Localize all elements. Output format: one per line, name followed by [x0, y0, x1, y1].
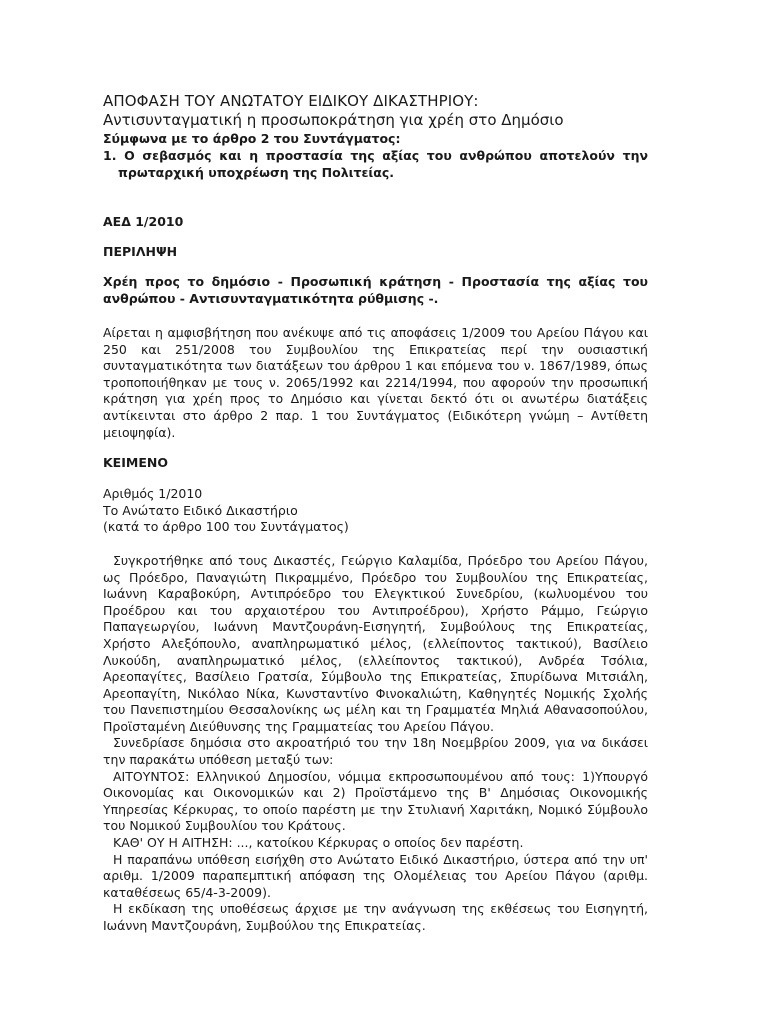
applicant-paragraph: ΑΙΤΟΥΝΤΟΣ: Ελληνικού Δημοσίου, νόμιμα εκπροσωπουμένου από τους: 1)Υπουργό Οικονομίας και Οικονομικών και 2) Προϊστάμενο της Β' Δημόσιας Οικονομικής Υπηρεσίας Κέρκυρας, το οποίο παρέστη με την Στυλιανή Χαριτάκη, Νομικό Σύμβουλο του Νομικού Συμβουλίου του Κράτους.: [103, 768, 648, 834]
court-name: Το Ανώτατο Ειδικό Δικαστήριο: [103, 502, 298, 518]
title-line-2: Αντισυνταγματική η προσωποκράτηση για χρέη στο Δημόσιο: [103, 111, 564, 129]
article-item: 1. Ο σεβασμός και η προστασία της αξίας του ανθρώπου αποτελούν την πρωταρχική υποχρέωση της Πολιτείας.: [103, 148, 648, 180]
respondent-paragraph: ΚΑΘ' ΟΥ Η ΑΙΤΗΣΗ: ..., κατοίκου Κέρκυρας ο οποίος δεν παρέστη.: [113, 835, 524, 851]
composition-paragraph: Συγκροτήθηκε από τους Δικαστές, Γεώργιο Καλαμίδα, Πρόεδρο του Αρείου Πάγου, ως Πρόεδρο, Παναγιώτη Πικραμμένο, Πρόεδρο του Συμβουλίου της Επικρατείας, Ιωάννη Καραβοκύρη, Αντιπρόεδρο του Ελεγκτικού Συνεδρίου, (κωλυομένου του Προέδρου και του αρχαιοτέρου του Αντιπροέδρου), Χρήστο Ράμμο, Γεώργιο Παπαγεωργίου, Ιωάννη Μαντζουράνη-Εισηγητή, Συμβούλους της Επικρατείας, Χρήστο Αλεξόπουλο, αναπληρωματικό μέλος, (ελλείποντος τακτικού), Βασίλειο Λυκούδη, αναπληρωματικό μέλος, (ελλείποντος τακτικού), Ανδρέα Τσόλια, Αρεοπαγίτες, Βασίλειο Γρατσία, Σύμβουλο της Επικρατείας, Σπυρίδωνα Μιτσιάλη, Αρεοπαγίτη, Νικόλαο Νίκα, Κωνσταντίνο Φινοκαλιώτη, Καθηγητές Νομικής Σχολής του Πανεπιστημίου Θεσσαλονίκης ως μέλη και τη Γραμματέα Μηλιά Αθανασοπούλου, Προϊσταμένη Διεύθυνσης της Γραμματείας του Αρείου Πάγου.: [103, 552, 648, 734]
case-number: ΑΕΔ 1/2010: [103, 214, 184, 229]
session-paragraph: Συνεδρίασε δημόσια στο ακροατήριό του την 18η Νοεμβρίου 2009, για να δικάσει την παρακάτω υπόθεση μεταξύ των:: [103, 735, 648, 768]
court-basis: (κατά το άρθρο 100 του Συντάγματος): [103, 519, 349, 535]
hearing-paragraph: Η εκδίκαση της υποθέσεως άρχισε με την ανάγνωση της εκθέσεως του Εισηγητή, Ιωάννη Μαντζουράνη, Συμβούλου της Επικρατείας.: [103, 901, 648, 933]
document-page: [103, 92, 648, 935]
summary-text: Αίρεται η αμφισβήτηση που ανέκυψε από τις αποφάσεις 1/2009 του Αρείου Πάγου και 250 και 251/2008 του Συμβουλίου της Επικρατείας περί την ουσιαστική συνταγματικότητα των διατάξεων του άρθρου 1 και επόμενα του ν. 1867/1989, όπως τροποποιήθηκαν με τους ν. 2065/1992 και 2214/1994, που αφορούν την προσωπική κράτηση για χρέη προς το Δημόσιο και γίνεται δεκτό ότι οι ανωτέρω διατάξεις αντίκεινται στο άρθρο 2 παρ. 1 του Συντάγματος (Ειδικότερη γνώμη – Αντίθετη μειοψηφία).: [103, 325, 648, 440]
decision-number: Αριθμός 1/2010: [103, 486, 203, 502]
title-line-1: ΑΠΟΦΑΣΗ ΤΟΥ ΑΝΩΤΑΤΟΥ ΕΙΔΙΚΟΥ ΔΙΚΑΣΤΗΡΙΟΥ:: [103, 92, 479, 110]
referral-paragraph: Η παραπάνω υπόθεση εισήχθη στο Ανώτατο Ειδικό Δικαστήριο, ύστερα από την υπ' αριθμ. 1/2009 παραπεμπτική απόφαση της Ολομέλειας του Αρείου Πάγου (αριθμ. καταθέσεως 65/4-3-2009).: [103, 851, 648, 900]
summary-keywords: Χρέη προς το δημόσιο - Προσωπική κράτηση - Προστασία της αξίας του ανθρώπου - Αντισυνταγματικότητα ρύθμισης -.: [103, 274, 648, 306]
summary-heading: ΠΕΡΙΛΗΨΗ: [103, 244, 178, 259]
text-heading: ΚΕΙΜΕΝΟ: [103, 455, 168, 471]
subtitle: Σύμφωνα με το άρθρο 2 του Συντάγματος:: [103, 131, 401, 146]
